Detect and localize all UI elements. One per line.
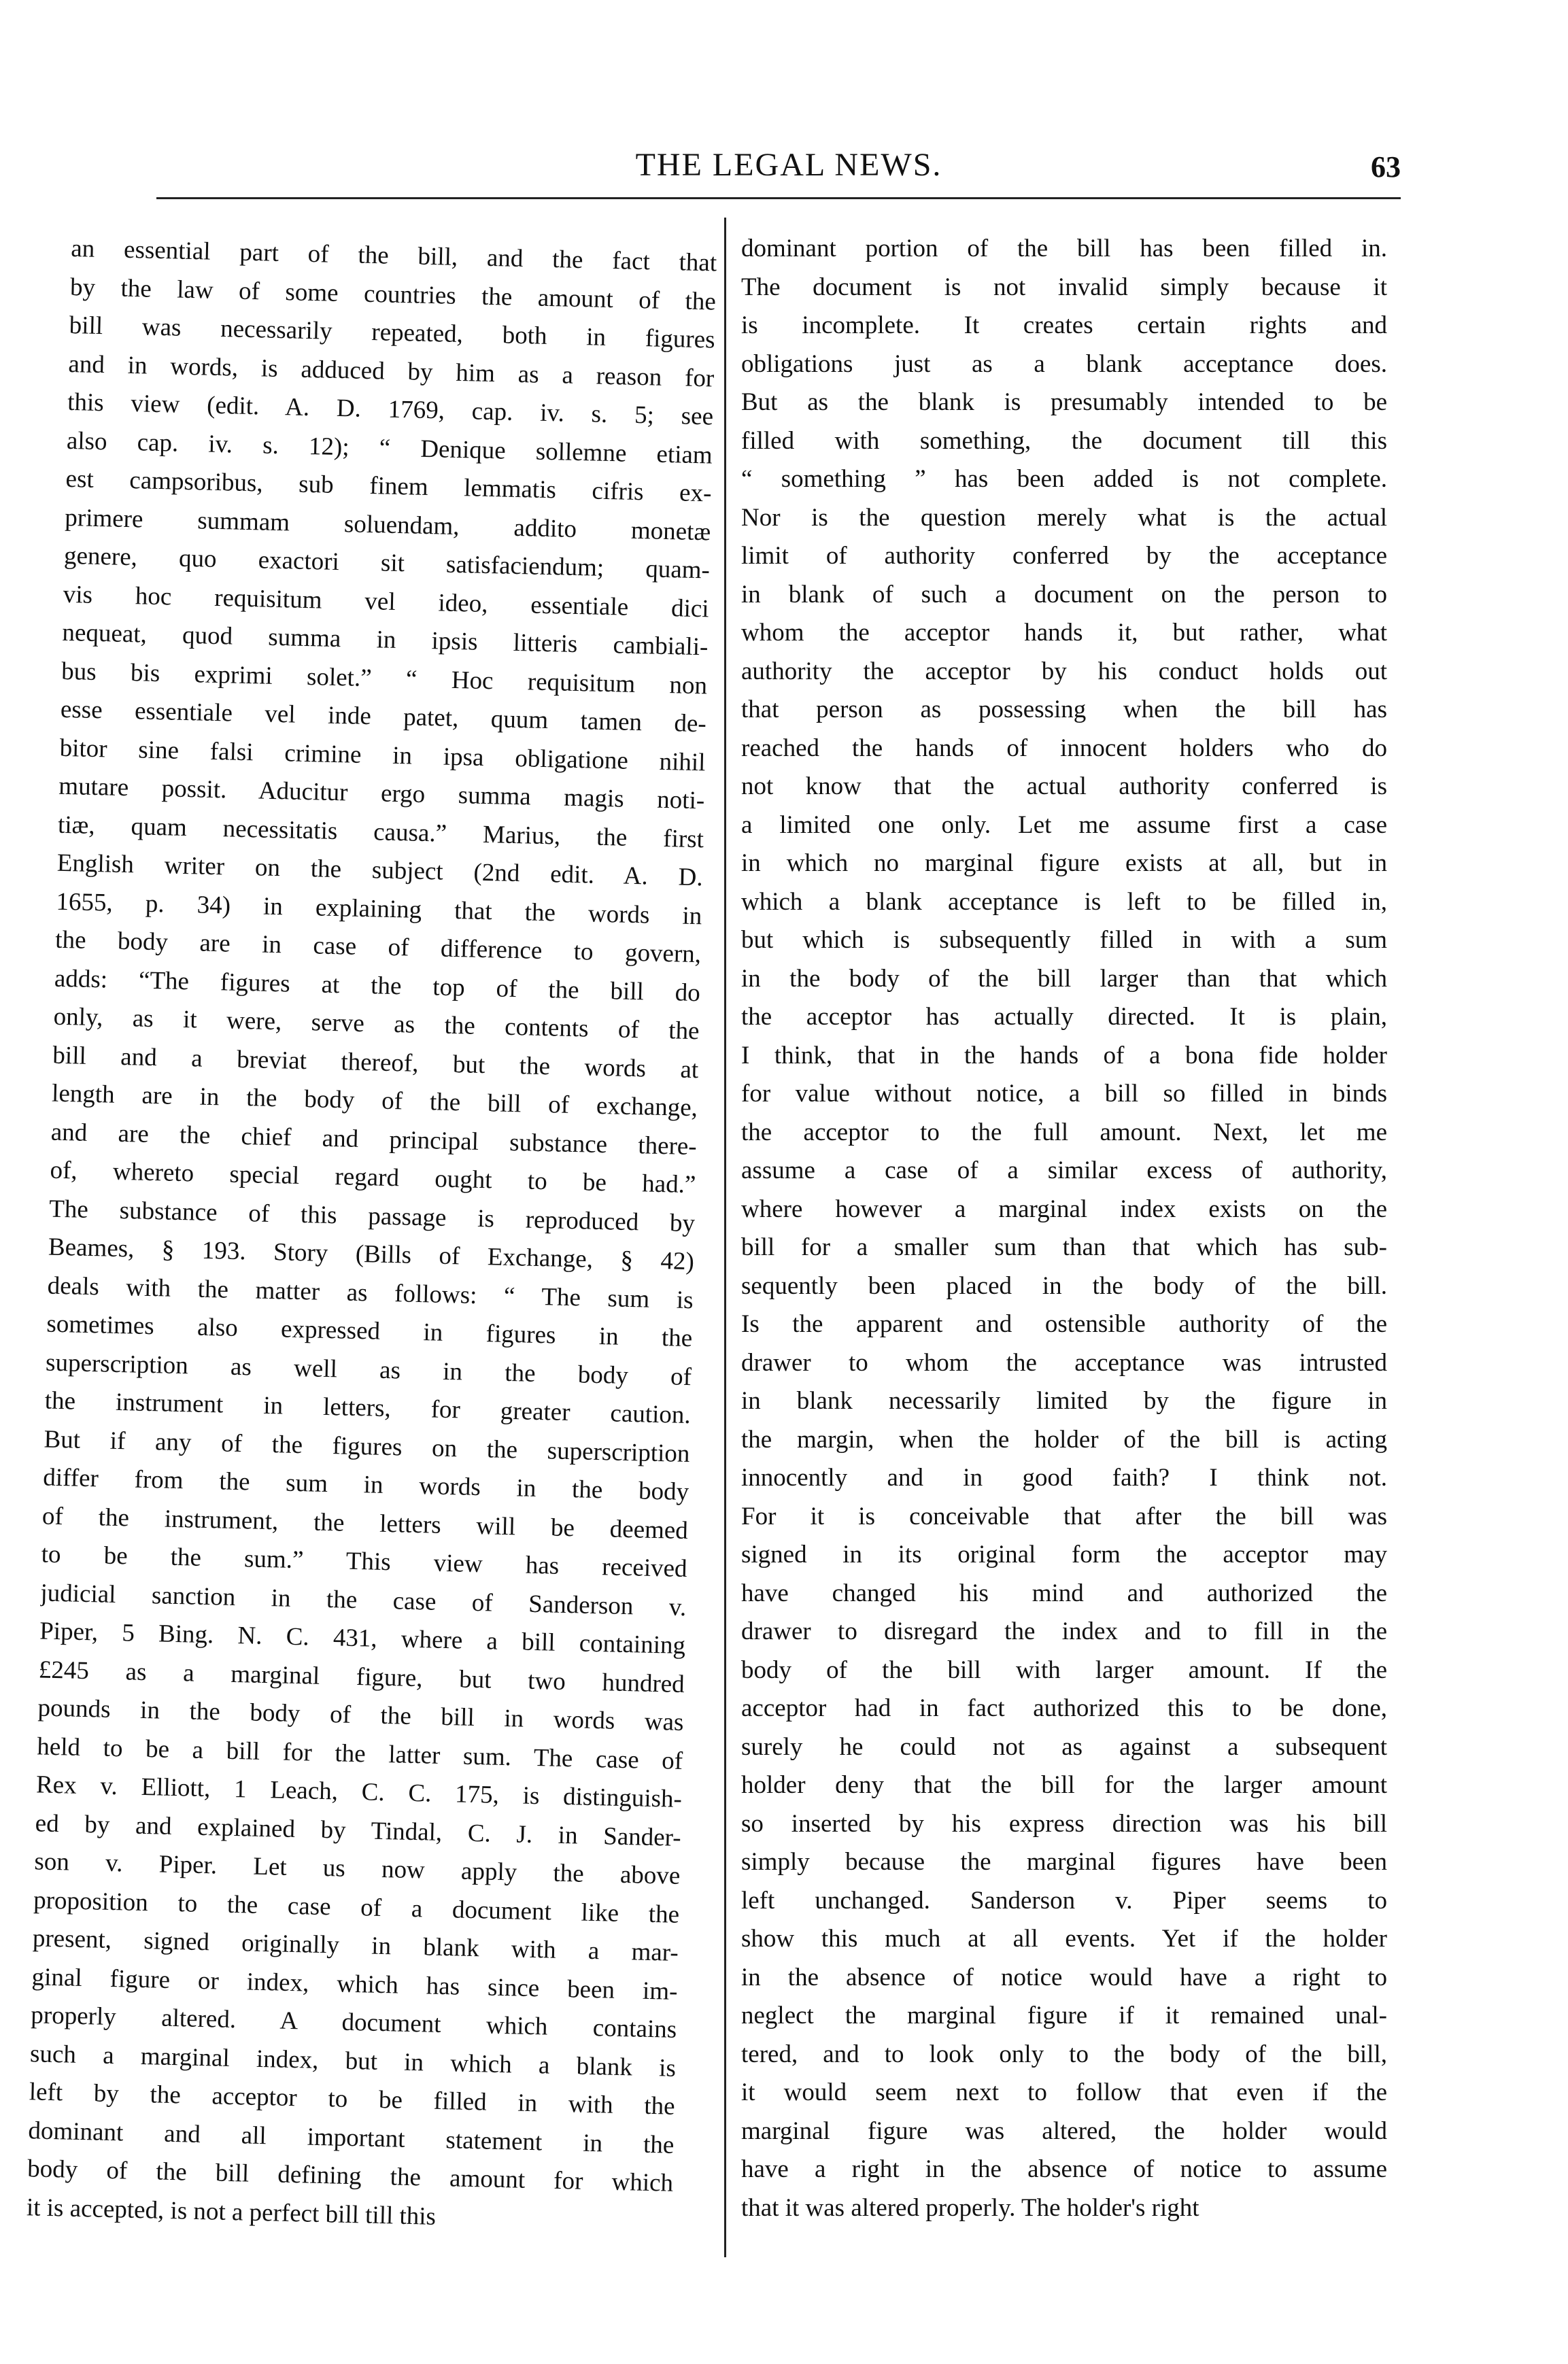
text-line: an essential part of the bill, and the fact that	[70, 234, 717, 277]
text-line: The substance of this passage is reproduced by	[48, 1195, 696, 1237]
text-line: mutare possit. Aducitur ergo summa magis noti-	[58, 772, 705, 815]
running-title: THE LEGAL NEWS.	[635, 147, 942, 183]
text-line: not know that the actual authority conferred is	[741, 772, 1387, 800]
text-line: Is the apparent and ostensible authority of the	[741, 1310, 1387, 1338]
text-line: 1655, p. 34) in explaining that the words in	[56, 887, 702, 930]
text-line: I think, that in the hands of a bona fide holder	[741, 1041, 1387, 1069]
page-number: 63	[1371, 150, 1401, 184]
text-line: assume a case of a similar excess of authority,	[741, 1157, 1387, 1184]
text-line: left unchanged. Sanderson v. Piper seems to	[741, 1886, 1387, 1915]
text-line: “ something ” has been added is not complete.	[741, 465, 1387, 493]
text-line: left by the acceptor to be filled in with the	[29, 2078, 676, 2121]
text-line: sometimes also expressed in figures in the	[46, 1309, 693, 1353]
right-column	[741, 230, 1387, 2227]
text-line: have changed his mind and authorized the	[741, 1579, 1387, 1607]
text-line: to be the sum.” This view has received	[41, 1540, 688, 1583]
column-divider	[724, 218, 726, 2257]
text-line: authority the acceptor by his conduct holds out	[741, 657, 1387, 685]
text-line: English writer on the subject (2nd edit. A. D.	[56, 849, 704, 892]
text-line: pounds in the body of the bill in words was	[37, 1694, 684, 1736]
text-line: tered, and to look only to the body of the bill,	[741, 2040, 1387, 2068]
text-line: a limited one only. Let me assume first a case	[741, 810, 1387, 839]
text-line: adds: “The figures at the top of the bill do	[54, 964, 701, 1007]
text-line: deals with the matter as follows: “ The sum is	[47, 1271, 694, 1314]
text-line: the margin, when the holder of the bill is acting	[741, 1425, 1387, 1454]
text-line: have a right in the absence of notice to assume	[741, 2155, 1387, 2183]
text-line: Nor is the question merely what is the actual	[741, 503, 1387, 532]
text-line: signed in its original form the acceptor may	[741, 1541, 1387, 1569]
text-line: that it was altered properly. The holder's right	[741, 2193, 1199, 2222]
text-line: superscription as well as in the body of	[45, 1348, 692, 1391]
text-line: where however a marginal index exists on the	[741, 1195, 1387, 1223]
text-line: differ from the sum in words in the body	[42, 1463, 689, 1507]
text-line: it is accepted, is not a perfect bill till this	[26, 2193, 437, 2231]
text-line: tiæ, quam necessitatis causa.” Marius, the first	[57, 810, 704, 853]
text-line: ed by and explained by Tindal, C. J. in Sander-	[35, 1809, 682, 1852]
text-line: innocently and in good faith? I think not.	[741, 1464, 1387, 1492]
text-line: bus bis exprimi solet.” “ Hoc requisitum non	[61, 657, 708, 700]
text-line: genere, quo exactori sit satisfaciendum; quam-	[63, 541, 711, 585]
text-line: the instrument in letters, for greater caution.	[44, 1386, 692, 1430]
left-column	[26, 230, 717, 2242]
text-line: surely he could not as against a subsequent	[741, 1732, 1387, 1761]
text-line: bill and a breviat thereof, but the words at	[52, 1041, 699, 1084]
text-line: the acceptor to the full amount. Next, let me	[741, 1118, 1387, 1146]
text-line: body of the bill with larger amount. If the	[741, 1656, 1387, 1684]
text-line: in blank of such a document on the person to	[741, 580, 1387, 609]
text-line: this view (edit. A. D. 1769, cap. iv. s. 5; see	[67, 388, 714, 431]
text-line: holder deny that the bill for the larger amount	[741, 1771, 1387, 1799]
text-line: held to be a bill for the latter sum. The case of	[36, 1732, 683, 1775]
text-line: and are the chief and principal substance there-	[50, 1118, 698, 1161]
text-line: present, signed originally in blank with a mar-	[32, 1924, 679, 1967]
text-line: also cap. iv. s. 12); “ Denique sollemne etiam	[66, 426, 713, 469]
text-line: Beames, § 193. Story (Bills of Exchange, § 42)	[48, 1233, 695, 1276]
text-line: in which no marginal figure exists at all, but in	[741, 849, 1387, 877]
text-line: simply because the marginal figures have been	[741, 1848, 1387, 1876]
text-line: the acceptor has actually directed. It is plain,	[741, 1003, 1387, 1031]
text-line: in the absence of notice would have a right to	[741, 1963, 1387, 1991]
text-line: proposition to the case of a document like the	[33, 1885, 680, 1929]
text-line: son v. Piper. Let us now apply the above	[34, 1847, 681, 1890]
text-line: in the body of the bill larger than that which	[741, 964, 1387, 993]
text-line: it would seem next to follow that even if the	[741, 2078, 1387, 2106]
page-header	[156, 146, 1401, 201]
text-line: judicial sanction in the case of Sanderson v.	[40, 1578, 687, 1622]
text-line: obligations just as a blank acceptance does.	[741, 349, 1387, 378]
text-line: only, as it were, serve as the contents of the	[53, 1002, 700, 1046]
text-line: of the instrument, the letters will be deemed	[41, 1502, 689, 1545]
text-line: so inserted by his express direction was his bill	[741, 1809, 1387, 1838]
text-line: by the law of some countries the amount of the	[69, 273, 717, 316]
text-line: limit of authority conferred by the acceptance	[741, 542, 1387, 570]
text-line: ginal figure or index, which has since been im-	[31, 1962, 678, 2006]
text-line: sequently been placed in the body of the bill.	[741, 1271, 1387, 1300]
text-line: For it is conceivable that after the bill was	[741, 1502, 1387, 1530]
header-rule	[156, 197, 1401, 199]
text-line: est campsoribus, sub finem lemmatis cifris ex-	[65, 464, 712, 508]
text-line: for value without notice, a bill so filled in binds	[741, 1080, 1387, 1108]
text-line: properly altered. A document which contains	[30, 2001, 677, 2044]
text-line: esse essentiale vel inde patet, quum tamen de-	[60, 695, 707, 738]
text-line: neglect the marginal figure if it remained unal-	[741, 2002, 1387, 2029]
text-line: vis hoc requisitum vel ideo, essentiale dici	[63, 580, 710, 623]
text-line: which a blank acceptance is left to be filled in,	[741, 887, 1387, 916]
text-line: £245 as a marginal figure, but two hundred	[38, 1655, 685, 1698]
text-line: bill for a smaller sum than that which has sub-	[741, 1233, 1387, 1261]
text-line: marginal figure was altered, the holder would	[741, 2117, 1387, 2145]
text-line: is incomplete. It creates certain rights and	[741, 311, 1387, 339]
text-line: reached the hands of innocent holders who do	[741, 734, 1387, 762]
text-line: Piper, 5 Bing. N. C. 431, where a bill containing	[39, 1617, 686, 1660]
text-line: bill was necessarily repeated, both in figures	[69, 311, 716, 354]
text-line: drawer to whom the acceptance was intrusted	[741, 1348, 1387, 1377]
text-line: such a marginal index, but in which a blank is	[29, 2039, 677, 2083]
text-line: filled with something, the document till this	[741, 426, 1387, 455]
text-line: dominant and all important statement in the	[28, 2116, 675, 2159]
text-line: nequeat, quod summa in ipsis litteris cambiali-	[62, 618, 709, 662]
text-line: Rex v. Elliott, 1 Leach, C. C. 175, is distinguish-	[35, 1770, 683, 1813]
text-line: and in words, is adduced by him as a reason for	[68, 349, 715, 392]
text-line: that person as possessing when the bill has	[741, 696, 1387, 723]
text-line: But as the blank is presumably intended to be	[741, 388, 1387, 416]
text-line: of, whereto special regard ought to be had.”	[50, 1156, 696, 1199]
text-line: whom the acceptor hands it, but rather, what	[741, 619, 1387, 647]
text-line: dominant portion of the bill has been filled in.	[741, 235, 1387, 262]
text-line: primere summam soluendam, addito monetæ	[64, 503, 711, 546]
text-line: bitor sine falsi crimine in ipsa obligatione nihil	[59, 734, 706, 776]
text-line: but which is subsequently filled in with a sum	[741, 926, 1387, 954]
text-line: body of the bill defining the amount for which	[27, 2155, 674, 2197]
text-line: the body are in case of difference to govern,	[54, 925, 702, 969]
text-line: in blank necessarily limited by the figure in	[741, 1387, 1387, 1415]
text-line: drawer to disregard the index and to fill in the	[741, 1617, 1387, 1645]
text-line: But if any of the figures on the superscription	[44, 1425, 690, 1468]
text-line: acceptor had in fact authorized this to be done,	[741, 1694, 1387, 1722]
text-line: show this much at all events. Yet if the holder	[741, 1925, 1387, 1953]
text-line: The document is not invalid simply because it	[741, 273, 1387, 301]
text-line: length are in the body of the bill of exchange,	[51, 1079, 698, 1123]
